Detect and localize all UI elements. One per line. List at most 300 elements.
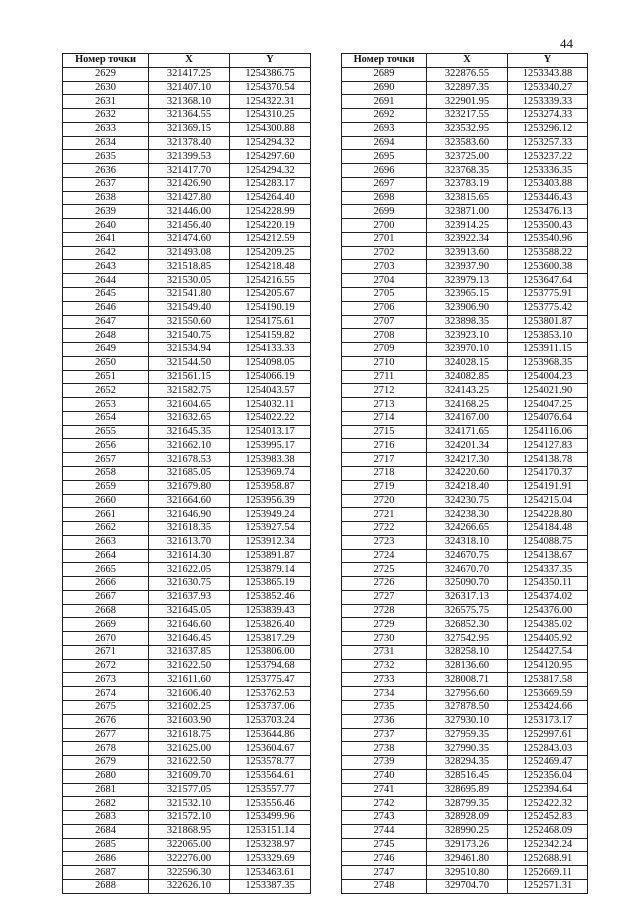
table-row	[342, 508, 588, 522]
table-row	[342, 728, 588, 742]
y-coordinate-cell: 1254370.54	[230, 81, 311, 95]
x-coordinate-cell: 324230.75	[427, 494, 508, 508]
x-coordinate-cell: 324167.00	[427, 411, 508, 425]
table-row	[63, 109, 311, 123]
x-coordinate-cell: 321493.08	[149, 246, 230, 260]
x-coordinate-cell: 328294.35	[427, 756, 508, 770]
y-coordinate-cell: 1253703.24	[230, 714, 311, 728]
table-row	[342, 769, 588, 783]
y-coordinate-cell: 1253257.33	[508, 136, 588, 150]
table-row	[63, 604, 311, 618]
point-number-cell: 2718	[342, 466, 427, 480]
table-row	[63, 838, 311, 852]
table-row	[63, 370, 311, 384]
y-coordinate-cell: 1253817.58	[508, 673, 588, 687]
y-coordinate-cell: 1254076.64	[508, 411, 588, 425]
y-coordinate-cell: 1253879.14	[230, 563, 311, 577]
point-number-cell: 2741	[342, 783, 427, 797]
x-coordinate-cell: 321561.15	[149, 370, 230, 384]
table-row	[342, 866, 588, 880]
point-number-cell: 2667	[63, 590, 149, 604]
y-coordinate-cell: 1254127.83	[508, 439, 588, 453]
x-coordinate-cell: 324670.70	[427, 563, 508, 577]
y-coordinate-cell: 1253927.54	[230, 522, 311, 536]
y-coordinate-cell: 1254120.95	[508, 659, 588, 673]
x-coordinate-cell: 321456.40	[149, 219, 230, 233]
x-coordinate-cell: 329173.26	[427, 838, 508, 852]
point-number-cell: 2651	[63, 370, 149, 384]
table-row	[63, 783, 311, 797]
x-coordinate-cell: 328516.45	[427, 769, 508, 783]
y-coordinate-cell: 1253647.64	[508, 274, 588, 288]
x-coordinate-cell: 323922.34	[427, 232, 508, 246]
x-coordinate-cell: 324217.30	[427, 453, 508, 467]
x-coordinate-cell: 321637.85	[149, 645, 230, 659]
point-number-cell: 2744	[342, 824, 427, 838]
y-coordinate-cell: 1253669.59	[508, 687, 588, 701]
y-coordinate-cell: 1254004.23	[508, 370, 588, 384]
y-coordinate-cell: 1253463.61	[230, 866, 311, 880]
table-row	[63, 315, 311, 329]
x-coordinate-cell: 324082.85	[427, 370, 508, 384]
x-coordinate-cell: 321427.80	[149, 191, 230, 205]
y-coordinate-cell: 1253865.19	[230, 577, 311, 591]
point-number-cell: 2705	[342, 288, 427, 302]
table-row	[63, 480, 311, 494]
x-coordinate-cell: 321646.60	[149, 618, 230, 632]
x-coordinate-cell: 321369.15	[149, 122, 230, 136]
table-row	[342, 700, 588, 714]
x-coordinate-cell: 322596.30	[149, 866, 230, 880]
y-coordinate-cell: 1253424.66	[508, 700, 588, 714]
table-row	[63, 563, 311, 577]
header-point-number: Номер точки	[63, 54, 149, 68]
table-row	[63, 398, 311, 412]
y-coordinate-cell: 1254032.11	[230, 398, 311, 412]
table-row	[342, 219, 588, 233]
table-row	[63, 852, 311, 866]
y-coordinate-cell: 1253151.14	[230, 824, 311, 838]
x-coordinate-cell: 321417.70	[149, 164, 230, 178]
x-coordinate-cell: 321678.53	[149, 453, 230, 467]
x-coordinate-cell: 323914.25	[427, 219, 508, 233]
point-number-cell: 2726	[342, 577, 427, 591]
point-number-cell: 2672	[63, 659, 149, 673]
x-coordinate-cell: 324266.65	[427, 522, 508, 536]
x-coordinate-cell: 326317.13	[427, 590, 508, 604]
y-coordinate-cell: 1253274.33	[508, 109, 588, 123]
table-row	[63, 590, 311, 604]
y-coordinate-cell: 1253588.22	[508, 246, 588, 260]
point-number-cell: 2740	[342, 769, 427, 783]
x-coordinate-cell: 322876.55	[427, 67, 508, 81]
y-coordinate-cell: 1254047.25	[508, 398, 588, 412]
point-number-cell: 2720	[342, 494, 427, 508]
x-coordinate-cell: 321622.50	[149, 659, 230, 673]
table-row	[342, 824, 588, 838]
header-x: X	[427, 54, 508, 68]
y-coordinate-cell: 1253775.47	[230, 673, 311, 687]
y-coordinate-cell: 1254138.78	[508, 453, 588, 467]
x-coordinate-cell: 321630.75	[149, 577, 230, 591]
point-number-cell: 2702	[342, 246, 427, 260]
point-number-cell: 2668	[63, 604, 149, 618]
x-coordinate-cell: 323923.10	[427, 329, 508, 343]
y-coordinate-cell: 1253969.74	[230, 466, 311, 480]
y-coordinate-cell: 1252469.47	[508, 756, 588, 770]
y-coordinate-cell: 1254350.11	[508, 577, 588, 591]
table-row	[342, 549, 588, 563]
point-number-cell: 2656	[63, 439, 149, 453]
point-number-cell: 2736	[342, 714, 427, 728]
y-coordinate-cell: 1253339.33	[508, 95, 588, 109]
table-row	[63, 494, 311, 508]
x-coordinate-cell: 328799.35	[427, 797, 508, 811]
y-coordinate-cell: 1253600.38	[508, 260, 588, 274]
table-row	[63, 756, 311, 770]
x-coordinate-cell: 327990.35	[427, 742, 508, 756]
point-number-cell: 2691	[342, 95, 427, 109]
table-row	[63, 742, 311, 756]
point-number-cell: 2645	[63, 288, 149, 302]
y-coordinate-cell: 1254216.55	[230, 274, 311, 288]
y-coordinate-cell: 1254043.57	[230, 384, 311, 398]
x-coordinate-cell: 321679.80	[149, 480, 230, 494]
table-row	[342, 370, 588, 384]
table-row	[63, 577, 311, 591]
x-coordinate-cell: 321474.60	[149, 232, 230, 246]
table-row	[63, 246, 311, 260]
x-coordinate-cell: 321364.55	[149, 109, 230, 123]
table-row	[342, 205, 588, 219]
point-number-cell: 2660	[63, 494, 149, 508]
y-coordinate-cell: 1253775.91	[508, 288, 588, 302]
y-coordinate-cell: 1254264.40	[230, 191, 311, 205]
y-coordinate-cell: 1254297.60	[230, 150, 311, 164]
x-coordinate-cell: 321622.50	[149, 756, 230, 770]
table-row	[63, 205, 311, 219]
y-coordinate-cell: 1253762.53	[230, 687, 311, 701]
point-number-cell: 2673	[63, 673, 149, 687]
point-number-cell: 2738	[342, 742, 427, 756]
x-coordinate-cell: 329510.80	[427, 866, 508, 880]
table-row	[342, 618, 588, 632]
point-number-cell: 2634	[63, 136, 149, 150]
point-number-cell: 2712	[342, 384, 427, 398]
point-number-cell: 2731	[342, 645, 427, 659]
y-coordinate-cell: 1254159.82	[230, 329, 311, 343]
x-coordinate-cell: 321603.90	[149, 714, 230, 728]
point-number-cell: 2734	[342, 687, 427, 701]
y-coordinate-cell: 1253556.46	[230, 797, 311, 811]
x-coordinate-cell: 321868.95	[149, 824, 230, 838]
table-row	[63, 232, 311, 246]
y-coordinate-cell: 1254427.54	[508, 645, 588, 659]
header-y: Y	[508, 54, 588, 68]
x-coordinate-cell: 321618.35	[149, 522, 230, 536]
point-number-cell: 2689	[342, 67, 427, 81]
table-row	[63, 535, 311, 549]
point-number-cell: 2713	[342, 398, 427, 412]
point-number-cell: 2696	[342, 164, 427, 178]
table-row	[63, 439, 311, 453]
table-row	[342, 522, 588, 536]
table-row	[63, 136, 311, 150]
table-row	[342, 384, 588, 398]
table-row	[63, 260, 311, 274]
y-coordinate-cell: 1253801.87	[508, 315, 588, 329]
table-row	[342, 480, 588, 494]
point-number-cell: 2643	[63, 260, 149, 274]
point-number-cell: 2631	[63, 95, 149, 109]
point-number-cell: 2638	[63, 191, 149, 205]
y-coordinate-cell: 1253336.35	[508, 164, 588, 178]
y-coordinate-cell: 1254310.25	[230, 109, 311, 123]
point-number-cell: 2698	[342, 191, 427, 205]
y-coordinate-cell: 1254138.67	[508, 549, 588, 563]
table-row	[63, 411, 311, 425]
x-coordinate-cell: 321685.05	[149, 466, 230, 480]
x-coordinate-cell: 327878.50	[427, 700, 508, 714]
y-coordinate-cell: 1253806.00	[230, 645, 311, 659]
table-row	[342, 343, 588, 357]
x-coordinate-cell: 321645.05	[149, 604, 230, 618]
table-row	[342, 687, 588, 701]
table-row	[342, 398, 588, 412]
table-row	[342, 329, 588, 343]
x-coordinate-cell: 322901.95	[427, 95, 508, 109]
x-coordinate-cell: 328258.10	[427, 645, 508, 659]
y-coordinate-cell: 1254088.75	[508, 535, 588, 549]
table-row	[63, 67, 311, 81]
x-coordinate-cell: 323583.60	[427, 136, 508, 150]
point-number-cell: 2692	[342, 109, 427, 123]
y-coordinate-cell: 1252571.31	[508, 879, 588, 893]
table-header-row	[63, 54, 311, 68]
x-coordinate-cell: 321664.60	[149, 494, 230, 508]
table-row	[63, 728, 311, 742]
x-coordinate-cell: 321368.10	[149, 95, 230, 109]
table-row	[63, 522, 311, 536]
point-number-cell: 2683	[63, 811, 149, 825]
x-coordinate-cell: 321645.35	[149, 425, 230, 439]
point-number-cell: 2737	[342, 728, 427, 742]
point-number-cell: 2693	[342, 122, 427, 136]
coordinates-table-left	[62, 53, 311, 894]
point-number-cell: 2694	[342, 136, 427, 150]
x-coordinate-cell: 328928.09	[427, 811, 508, 825]
y-coordinate-cell: 1253540.96	[508, 232, 588, 246]
y-coordinate-cell: 1254337.35	[508, 563, 588, 577]
point-number-cell: 2747	[342, 866, 427, 880]
point-number-cell: 2633	[63, 122, 149, 136]
table-row	[342, 714, 588, 728]
table-row	[342, 109, 588, 123]
point-number-cell: 2746	[342, 852, 427, 866]
y-coordinate-cell: 1253956.39	[230, 494, 311, 508]
table-row	[342, 673, 588, 687]
table-row	[63, 700, 311, 714]
point-number-cell: 2717	[342, 453, 427, 467]
table-row	[342, 563, 588, 577]
x-coordinate-cell: 329704.70	[427, 879, 508, 893]
x-coordinate-cell: 321417.25	[149, 67, 230, 81]
table-row	[342, 260, 588, 274]
table-row	[342, 632, 588, 646]
y-coordinate-cell: 1252997.61	[508, 728, 588, 742]
x-coordinate-cell: 321637.93	[149, 590, 230, 604]
y-coordinate-cell: 1253958.87	[230, 480, 311, 494]
x-coordinate-cell: 321550.60	[149, 315, 230, 329]
x-coordinate-cell: 324238.30	[427, 508, 508, 522]
x-coordinate-cell: 323768.35	[427, 164, 508, 178]
table-row	[63, 879, 311, 893]
x-coordinate-cell: 328695.89	[427, 783, 508, 797]
y-coordinate-cell: 1253237.22	[508, 150, 588, 164]
point-number-cell: 2700	[342, 219, 427, 233]
y-coordinate-cell: 1253995.17	[230, 439, 311, 453]
point-number-cell: 2685	[63, 838, 149, 852]
x-coordinate-cell: 327956.60	[427, 687, 508, 701]
point-number-cell: 2657	[63, 453, 149, 467]
point-number-cell: 2733	[342, 673, 427, 687]
table-row	[63, 824, 311, 838]
point-number-cell: 2742	[342, 797, 427, 811]
table-row	[342, 838, 588, 852]
point-number-cell: 2730	[342, 632, 427, 646]
table-row	[63, 659, 311, 673]
point-number-cell: 2636	[63, 164, 149, 178]
y-coordinate-cell: 1253476.13	[508, 205, 588, 219]
x-coordinate-cell: 321602.25	[149, 700, 230, 714]
y-coordinate-cell: 1253794.68	[230, 659, 311, 673]
table-row	[342, 177, 588, 191]
x-coordinate-cell: 323217.55	[427, 109, 508, 123]
table-row	[342, 411, 588, 425]
y-coordinate-cell: 1253403.88	[508, 177, 588, 191]
y-coordinate-cell: 1254385.02	[508, 618, 588, 632]
y-coordinate-cell: 1254191.91	[508, 480, 588, 494]
point-number-cell: 2640	[63, 219, 149, 233]
x-coordinate-cell: 321399.53	[149, 150, 230, 164]
y-coordinate-cell: 1254066.19	[230, 370, 311, 384]
x-coordinate-cell: 323725.00	[427, 150, 508, 164]
table-row	[342, 164, 588, 178]
point-number-cell: 2681	[63, 783, 149, 797]
y-coordinate-cell: 1254322.31	[230, 95, 311, 109]
y-coordinate-cell: 1253817.29	[230, 632, 311, 646]
point-number-cell: 2641	[63, 232, 149, 246]
point-number-cell: 2678	[63, 742, 149, 756]
x-coordinate-cell: 321541.80	[149, 288, 230, 302]
point-number-cell: 2722	[342, 522, 427, 536]
x-coordinate-cell: 324220.60	[427, 466, 508, 480]
table-row	[63, 673, 311, 687]
point-number-cell: 2655	[63, 425, 149, 439]
point-number-cell: 2653	[63, 398, 149, 412]
table-row	[342, 756, 588, 770]
table-row	[342, 288, 588, 302]
x-coordinate-cell: 323815.65	[427, 191, 508, 205]
point-number-cell: 2665	[63, 563, 149, 577]
y-coordinate-cell: 1253852.46	[230, 590, 311, 604]
y-coordinate-cell: 1254175.61	[230, 315, 311, 329]
point-number-cell: 2677	[63, 728, 149, 742]
y-coordinate-cell: 1253983.38	[230, 453, 311, 467]
point-number-cell: 2686	[63, 852, 149, 866]
x-coordinate-cell: 321577.05	[149, 783, 230, 797]
header-y: Y	[230, 54, 311, 68]
y-coordinate-cell: 1254212.59	[230, 232, 311, 246]
table-row	[342, 466, 588, 480]
point-number-cell: 2727	[342, 590, 427, 604]
x-coordinate-cell: 327542.95	[427, 632, 508, 646]
table-row	[342, 315, 588, 329]
x-coordinate-cell: 327959.35	[427, 728, 508, 742]
x-coordinate-cell: 323783.19	[427, 177, 508, 191]
point-number-cell: 2714	[342, 411, 427, 425]
x-coordinate-cell: 321544.50	[149, 356, 230, 370]
point-number-cell: 2637	[63, 177, 149, 191]
table-row	[63, 301, 311, 315]
table-row	[342, 453, 588, 467]
x-coordinate-cell: 326575.75	[427, 604, 508, 618]
table-row	[63, 122, 311, 136]
table-row	[342, 783, 588, 797]
point-number-cell: 2729	[342, 618, 427, 632]
y-coordinate-cell: 1254209.25	[230, 246, 311, 260]
point-number-cell: 2670	[63, 632, 149, 646]
y-coordinate-cell: 1254228.99	[230, 205, 311, 219]
point-number-cell: 2658	[63, 466, 149, 480]
y-coordinate-cell: 1254184.48	[508, 522, 588, 536]
y-coordinate-cell: 1253296.12	[508, 122, 588, 136]
point-number-cell: 2648	[63, 329, 149, 343]
y-coordinate-cell: 1254294.32	[230, 136, 311, 150]
point-number-cell: 2650	[63, 356, 149, 370]
y-coordinate-cell: 1254133.33	[230, 343, 311, 357]
point-number-cell: 2663	[63, 535, 149, 549]
point-number-cell: 2735	[342, 700, 427, 714]
point-number-cell: 2719	[342, 480, 427, 494]
point-number-cell: 2723	[342, 535, 427, 549]
x-coordinate-cell: 323532.95	[427, 122, 508, 136]
header-point-number: Номер точки	[342, 54, 427, 68]
x-coordinate-cell: 321618.75	[149, 728, 230, 742]
y-coordinate-cell: 1253826.40	[230, 618, 311, 632]
x-coordinate-cell: 323871.00	[427, 205, 508, 219]
x-coordinate-cell: 321378.40	[149, 136, 230, 150]
y-coordinate-cell: 1252468.09	[508, 824, 588, 838]
point-number-cell: 2690	[342, 81, 427, 95]
y-coordinate-cell: 1254098.05	[230, 356, 311, 370]
x-coordinate-cell: 326852.30	[427, 618, 508, 632]
x-coordinate-cell: 324168.25	[427, 398, 508, 412]
x-coordinate-cell: 322626.10	[149, 879, 230, 893]
table-row	[342, 301, 588, 315]
x-coordinate-cell: 327930.10	[427, 714, 508, 728]
table-header-row	[342, 54, 588, 68]
table-row	[63, 164, 311, 178]
x-coordinate-cell: 324171.65	[427, 425, 508, 439]
y-coordinate-cell: 1253968.35	[508, 356, 588, 370]
point-number-cell: 2721	[342, 508, 427, 522]
table-row	[63, 274, 311, 288]
table-row	[342, 67, 588, 81]
y-coordinate-cell: 1254294.32	[230, 164, 311, 178]
table-row	[342, 590, 588, 604]
table-row	[342, 645, 588, 659]
